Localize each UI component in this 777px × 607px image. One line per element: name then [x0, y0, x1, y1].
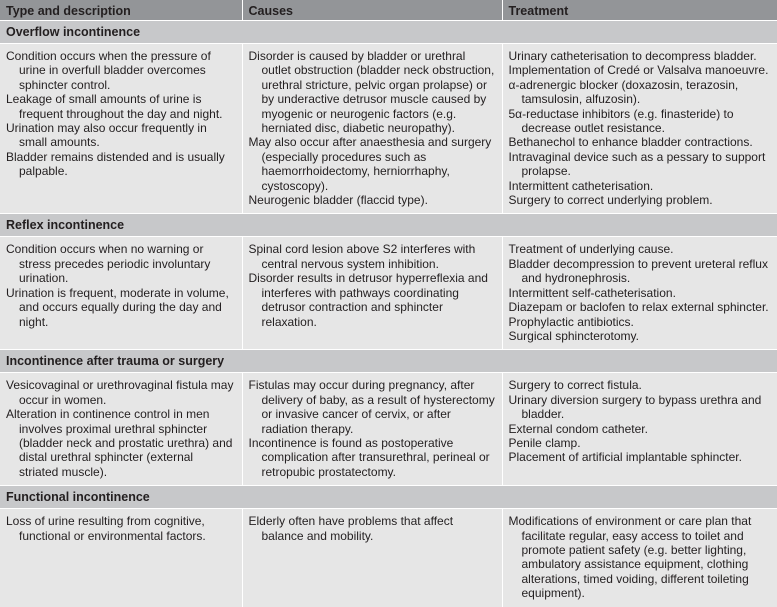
section-body-row: [0, 373, 777, 486]
treatment-item: Intravaginal device such as a pessary to support prolapse.: [508, 149, 766, 179]
treatment-item: External condom catheter.: [508, 421, 648, 436]
description-cell: [0, 44, 242, 214]
causes-item: Disorder results in detrusor hyperreflexia and interferes with pathways coordinating detrusor contraction and sphincter relaxation.: [248, 271, 488, 329]
treatment-item: Bethanechol to enhance bladder contractions.: [508, 135, 753, 150]
treatment-cell: [502, 509, 777, 607]
section-body-row: [0, 509, 777, 607]
treatment-cell: [502, 44, 777, 214]
header-type-description: Type and description: [0, 0, 242, 21]
causes-cell: [242, 373, 502, 486]
section-header-row: [0, 21, 777, 44]
treatment-item: Penile clamp.: [508, 435, 581, 450]
causes-item: Fistulas may occur during pregnancy, after delivery of baby, as a result of hysterectomy or invasive cancer of cervix, or after radiation therapy.: [248, 378, 495, 436]
causes-cell: [242, 44, 502, 214]
treatment-cell: [502, 373, 777, 486]
description-item: Alteration in continence control in men involves proximal urethral sphincter (bladder neck and prostatic urethra) and distal urethral sphincter (external striated muscle).: [6, 407, 233, 479]
section-title: Reflex incontinence: [0, 214, 777, 237]
treatment-item: α-adrenergic blocker (doxazosin, terazosin, tamsulosin, alfuzosin).: [508, 77, 739, 107]
description-item: Condition occurs when the pressure of urine in overfull bladder overcomes sphincter control.: [6, 49, 211, 92]
treatment-item: Surgical sphincterotomy.: [508, 328, 639, 343]
treatment-item: Urinary diversion surgery to bypass urethra and bladder.: [508, 392, 762, 422]
section-header-row: [0, 350, 777, 373]
treatment-item: Diazepam or baclofen to relax external sphincter.: [508, 300, 769, 315]
section-title: Functional incontinence: [0, 486, 777, 509]
description-cell: [0, 509, 242, 607]
treatment-item: Treatment of underlying cause.: [508, 242, 674, 257]
treatment-item: Intermittent self-catheterisation.: [508, 285, 676, 300]
description-item: Loss of urine resulting from cognitive, functional or environmental factors.: [6, 514, 206, 543]
causes-cell: [242, 509, 502, 607]
treatment-item: Bladder decompression to prevent ureteral reflux and hydronephrosis.: [508, 256, 768, 286]
causes-cell: [242, 237, 502, 350]
description-item: Urination may also occur frequently in small amounts.: [6, 121, 207, 150]
section-header-row: [0, 214, 777, 237]
treatment-item: Surgery to correct underlying problem.: [508, 193, 713, 208]
description-item: Condition occurs when no warning or stress precedes periodic involuntary urination.: [6, 242, 211, 286]
treatment-item: Urinary catheterisation to decompress bladder.: [508, 49, 757, 63]
description-item: Vesicovaginal or urethrovaginal fistula may occur in women.: [6, 378, 234, 407]
treatment-item: Modifications of environment or care plan that facilitate regular, easy access to toilet and promote patient safety (e.g. better lighting, ambulatory assistance equipment, clothing alterations, timed voiding, different toileting equipment).: [508, 514, 752, 601]
header-treatment: Treatment: [502, 0, 777, 21]
treatment-item: Surgery to correct fistula.: [508, 378, 642, 393]
treatment-item: 5α-reductase inhibitors (e.g. finasteride) to decrease outlet resistance.: [508, 106, 734, 136]
section-body-row: [0, 237, 777, 350]
header-causes: Causes: [242, 0, 502, 21]
causes-item: Disorder is caused by bladder or urethral outlet obstruction (bladder neck obstruction, urethral stricture, pelvic organ prolapse) or by underactive detrusor muscle caused by myogenic or neurogenic factors (e.g. herniated disc, diabetic neuropathy).: [248, 49, 495, 136]
description-cell: [0, 373, 242, 486]
causes-item: May also occur after anaesthesia and surgery (especially procedures such as haemorrhoidectomy, herniorrhaphy, cystoscopy).: [248, 135, 492, 193]
section-header-row: [0, 486, 777, 509]
section-title: Incontinence after trauma or surgery: [0, 350, 777, 373]
section-title: Overflow incontinence: [0, 21, 777, 44]
treatment-item: Prophylactic antibiotics.: [508, 314, 634, 329]
causes-item: Incontinence is found as postoperative complication after transurethral, perineal or retropubic prostatectomy.: [248, 435, 490, 479]
causes-item: Spinal cord lesion above S2 interferes with central nervous system inhibition.: [248, 242, 476, 271]
description-item: Bladder remains distended and is usually palpable.: [6, 149, 225, 179]
treatment-item: Intermittent catheterisation.: [508, 178, 654, 193]
description-item: Urination is frequent, moderate in volume, and occurs equally during the day and night.: [6, 285, 229, 329]
description-item: Leakage of small amounts of urine is frequent throughout the day and night.: [6, 92, 223, 121]
section-body-row: [0, 44, 777, 214]
table-body: [0, 21, 777, 607]
treatment-cell: [502, 237, 777, 350]
causes-item: Neurogenic bladder (flaccid type).: [248, 193, 428, 208]
description-cell: [0, 237, 242, 350]
header-row: [0, 0, 777, 21]
causes-item: Elderly often have problems that affect balance and mobility.: [248, 514, 454, 543]
treatment-item: Implementation of Credé or Valsalva manoeuvre.: [508, 63, 769, 78]
treatment-item: Placement of artificial implantable sphincter.: [508, 450, 742, 465]
